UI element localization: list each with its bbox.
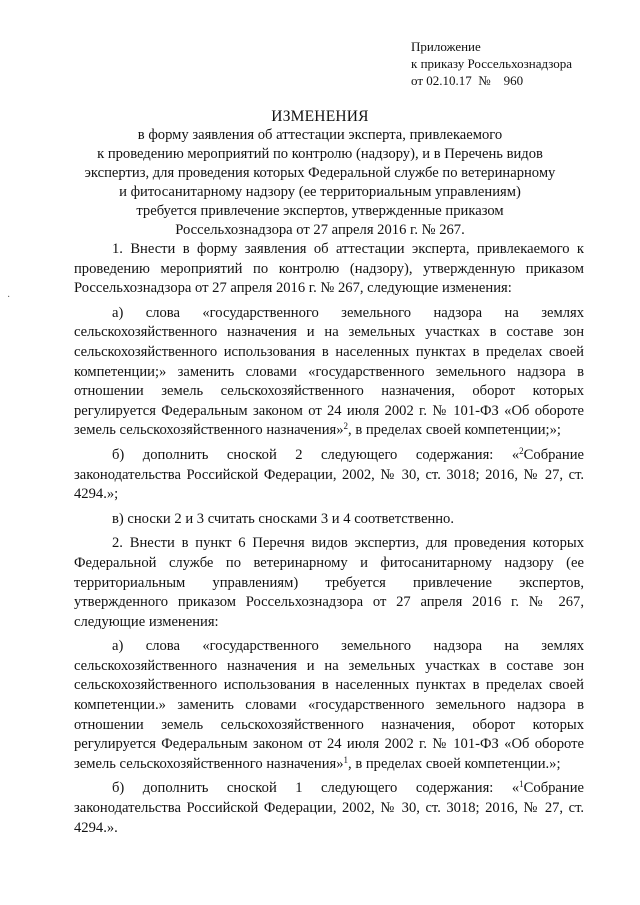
paragraph-1: 1. Внести в форму заявления об аттестации эксперта, привлекаемого к проведению мероприятий по контролю (надзору), утвержденную приказом Россельхознадзора от 27 апреля 2016 г. № 267, следующие изменения: [74, 241, 584, 297]
title-line-1: в форму заявления об аттестации эксперта, привлекаемого [137, 127, 503, 143]
appendix-block [411, 38, 572, 89]
title-line-4: и фитосанитарному надзору (ее территориальным управлениям) [119, 184, 521, 200]
paragraph-2a [74, 637, 584, 774]
appendix-line-1: Приложение [411, 39, 481, 54]
footnote-mark-1: 1 [519, 779, 524, 790]
appendix-line-3: от 02.10.17 № 960 [411, 73, 524, 88]
document-title [60, 107, 580, 240]
title-line-6: Россельхознадзора от 27 апреля 2016 г. № 267. [175, 222, 465, 238]
appendix-line-2: к приказу Россельхознадзора [411, 56, 573, 71]
paragraph-1a-text: а) слова «государственного земельного надзора на землях сельскохозяйственного назначения и на земельных участках в составе зон сельскохозяйственного использования в населенных пунктах в пределах своей компетенции;» заменить словами «государственного земельного надзора в отношении земель сельскохозяйственного назначения, оборот которых регулируется Федеральным законом от 24 июля 2002 г. № 101-ФЗ «Об обороте земель сельскохозяйственного назначения» [74, 304, 584, 439]
title-heading: ИЗМЕНЕНИЯ [271, 108, 369, 125]
title-line-5: требуется привлечение экспертов, утвержденные приказом [136, 203, 504, 219]
title-line-2: к проведению мероприятий по контролю (надзору), и в Перечень видов [97, 146, 543, 162]
paragraph-2b-tail: Собрание законодательства Российской Федерации, 2002, № 30, ст. 3018; 2016, № 27, ст. 4294.». [74, 780, 584, 836]
paragraph-1b-tail: Собрание законодательства Российской Федерации, 2002, № 30, ст. 3018; 2016, № 27, ст. 4294.»; [74, 446, 584, 503]
document-body [74, 240, 584, 838]
paragraph-2: 2. Внести в пункт 6 Перечня видов экспертиз, для проведения которых Федеральной службе по ветеринарному и фитосанитарному надзору (ее территориальным управлениям) требуется привлечение экспертов, утвержденного приказом Россельхознадзора от 27 апреля 2016 г. № 267, следующие изменения: [74, 535, 584, 630]
margin-mark: · [7, 292, 11, 303]
paragraph-1a [74, 304, 584, 441]
paragraph-1b-text: б) дополнить сноской 2 следующего содержания: « [112, 446, 520, 463]
footnote-ref-2: 2 [343, 421, 349, 432]
paragraph-2a-tail: , в пределах своей компетенции.»; [348, 755, 561, 772]
footnote-mark-2: 2 [519, 445, 524, 456]
paragraph-1a-tail: , в пределах своей компетенции;»; [348, 422, 561, 439]
paragraph-2a-text: а) слова «государственного земельного надзора на землях сельскохозяйственного назначения и на земельных участках в составе зон сельскохозяйственного использования в населенных пунктах в пределах своей компетенции.» заменить словами «государственного земельного надзора в отношении земель сельскохозяйственного назначения, оборот которых регулируется Федеральным законом от 24 июля 2002 г. № 101-ФЗ «Об обороте земель сельскохозяйственного назначения» [74, 638, 584, 772]
paragraph-1c: в) сноски 2 и 3 считать сносками 3 и 4 соответственно. [112, 510, 455, 527]
paragraph-2b-text: б) дополнить сноской 1 следующего содержания: « [112, 780, 520, 797]
title-line-3: экспертиз, для проведения которых Федеральной службе по ветеринарному [84, 165, 556, 181]
paragraph-2b [74, 779, 584, 838]
paragraph-1b [74, 446, 584, 505]
footnote-ref-1: 1 [343, 754, 349, 765]
